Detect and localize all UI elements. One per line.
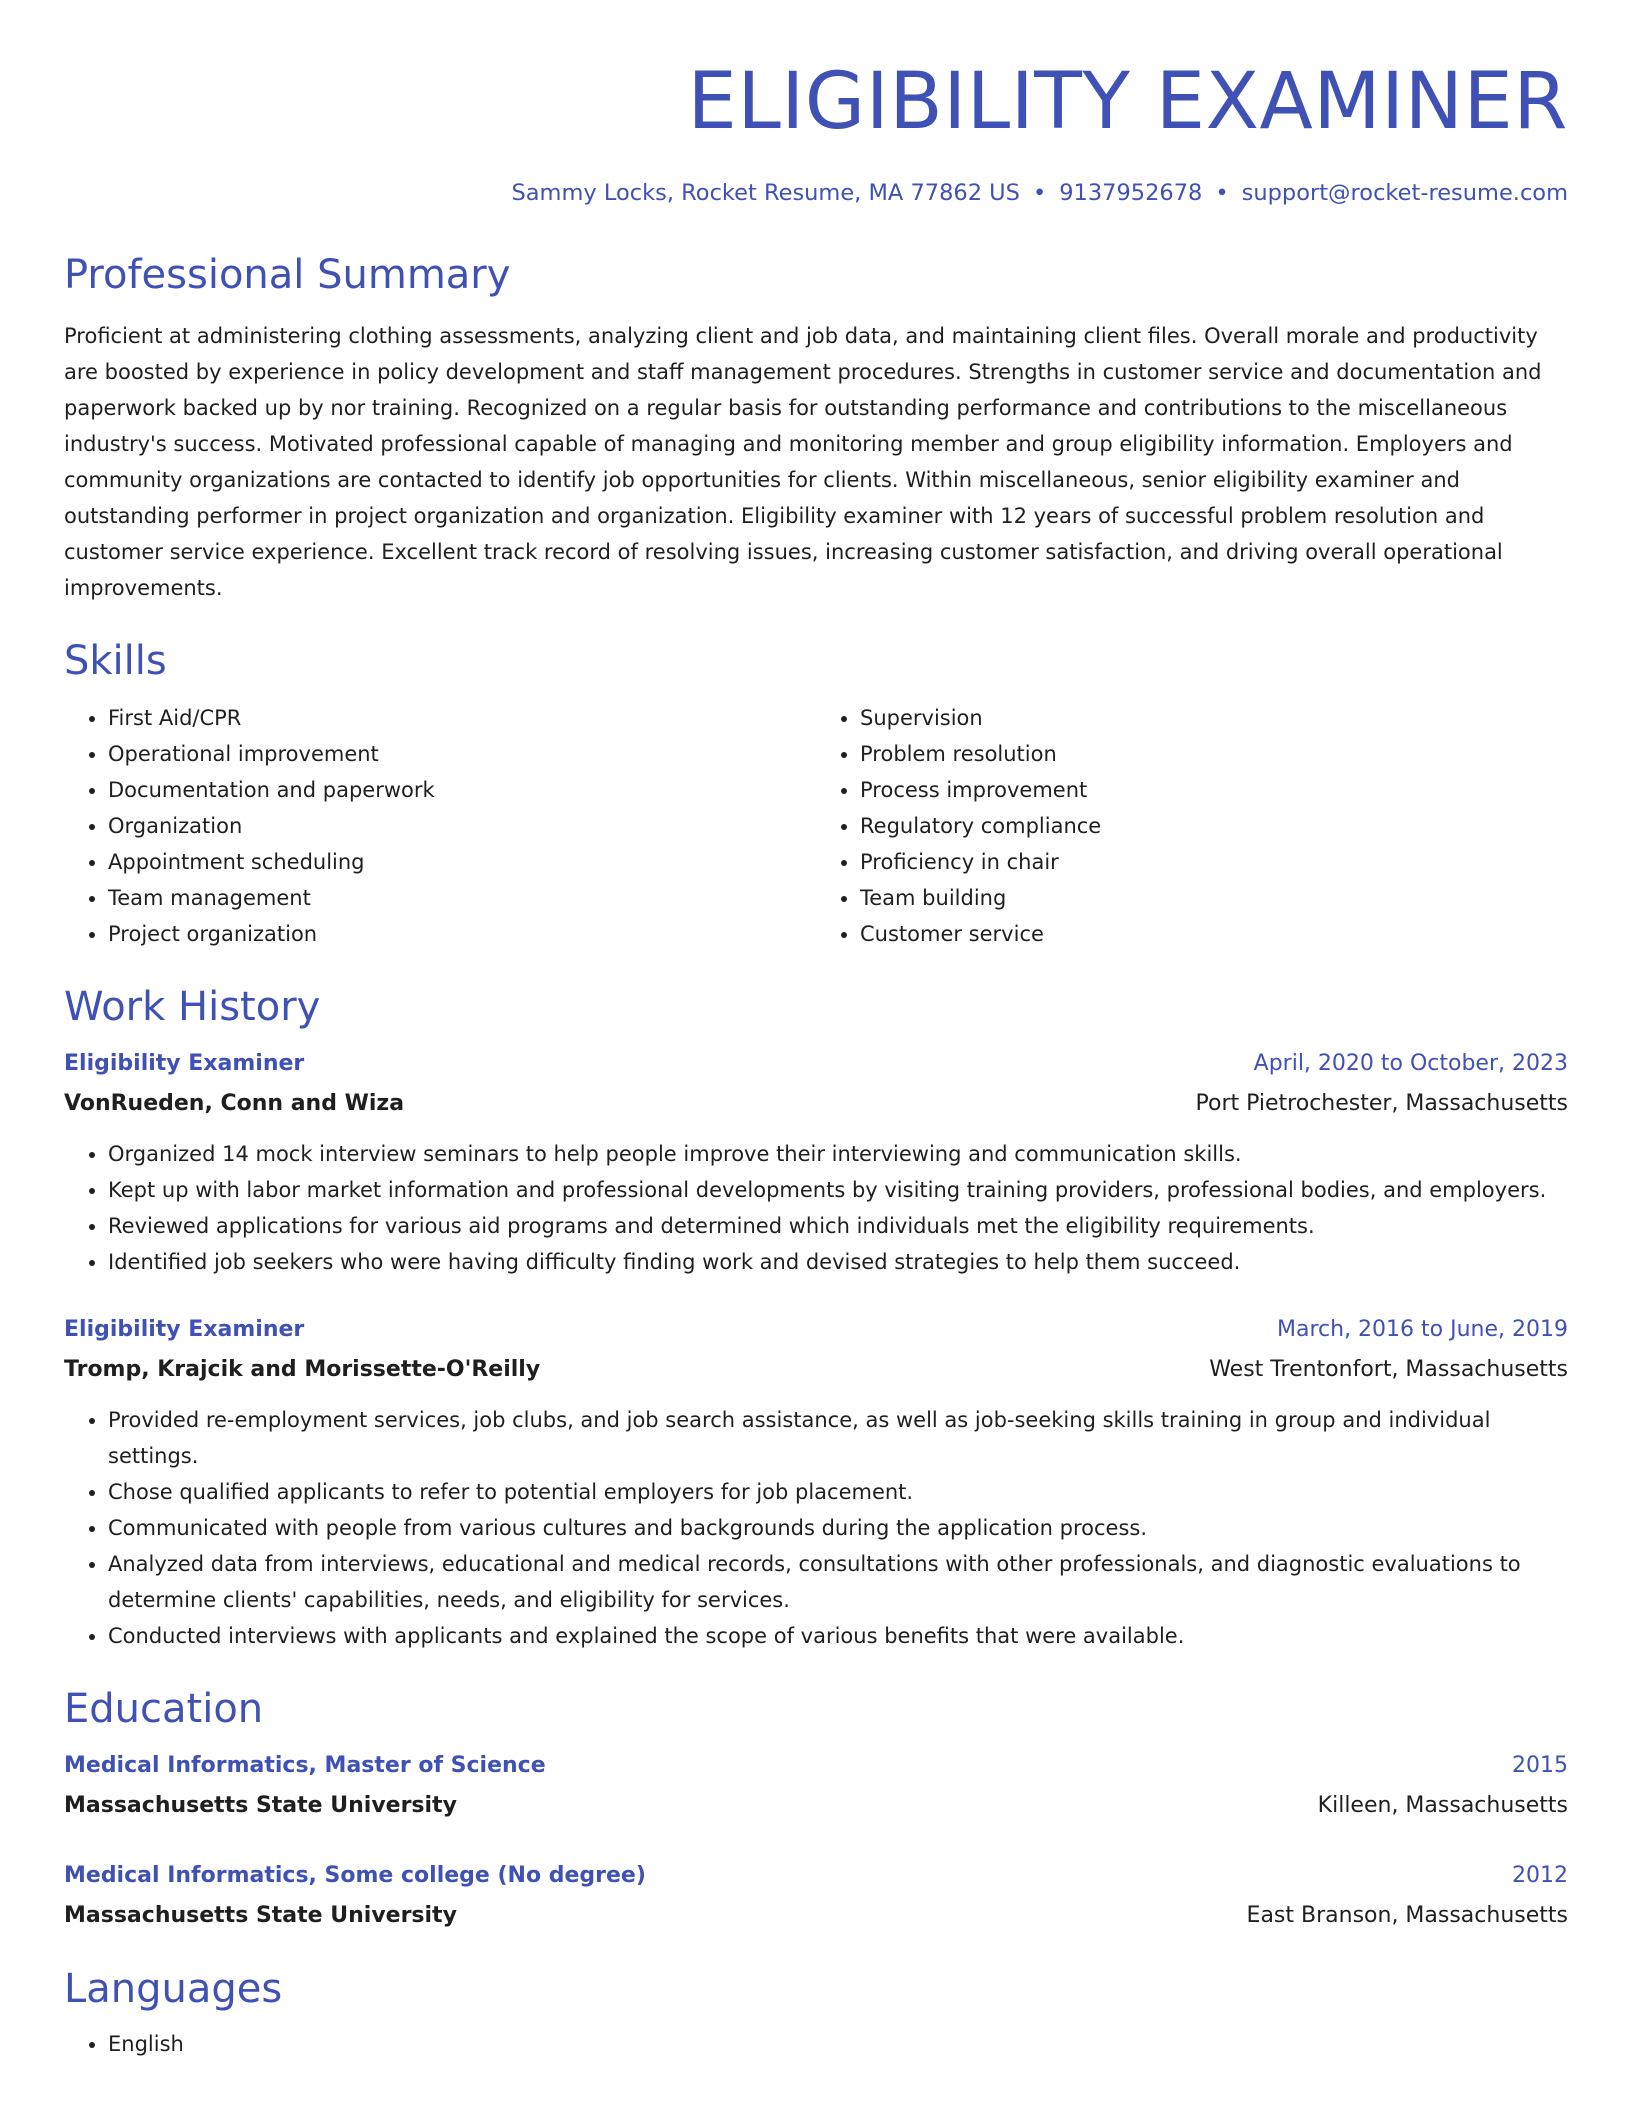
- job-duty: • Identified job seekers who were having difficulty finding work and devised strategies to help them succeed.: [108, 1244, 1568, 1280]
- skill-item: • Organization: [108, 808, 816, 844]
- education-entry: [64, 1746, 1568, 1826]
- skill-item: • Problem resolution: [860, 736, 1568, 772]
- skills-column-right: [816, 700, 1568, 952]
- skill-item: • Documentation and paperwork: [108, 772, 816, 808]
- education-degree: Medical Informatics, Some college (No degree): [64, 1863, 646, 1888]
- job-header: [64, 1044, 1568, 1084]
- skill-item: • Project organization: [108, 916, 816, 952]
- job-role: Eligibility Examiner: [64, 1317, 305, 1342]
- languages-heading: Languages: [64, 1966, 283, 2012]
- education-location: Killeen, Massachusetts: [1317, 1793, 1568, 1818]
- language-item: • English: [108, 2026, 1568, 2062]
- job-location: Port Pietrochester, Massachusetts: [1195, 1091, 1568, 1116]
- skill-item: • Proficiency in chair: [860, 844, 1568, 880]
- job-dates: April, 2020 to October, 2023: [1253, 1051, 1568, 1076]
- job-duty: • Reviewed applications for various aid programs and determined which individuals met the eligibility requirements.: [108, 1208, 1568, 1244]
- education-subheader: [64, 1786, 1568, 1826]
- summary-text: Proficient at administering clothing assessments, analyzing client and job data, and maintaining client files. Overall morale and productivity are boosted by experience in policy development and staff management procedures. Strengths in customer service and documentation and paperwork backed up by nor training. Recognized on a regular basis for outstanding performance and contributions to the miscellaneous industry's success. Motivated professional capable of managing and monitoring member and group eligibility information. Employers and community organizations are contacted to identify job opportunities for clients. Within miscellaneous, senior eligibility examiner and outstanding performer in project organization and organization. Eligibility examiner with 12 years of successful problem resolution and customer service experience. Excellent track record of resolving issues, increasing customer satisfaction, and driving overall operational improvements.: [64, 324, 1542, 600]
- job-location: West Trentonfort, Massachusetts: [1209, 1357, 1568, 1382]
- skills-heading: Skills: [64, 638, 167, 684]
- skill-item: • Appointment scheduling: [108, 844, 816, 880]
- skill-item: • Customer service: [860, 916, 1568, 952]
- education-school: Massachusetts State University: [64, 1793, 457, 1818]
- job-subheader: [64, 1084, 1568, 1124]
- job-duty: • Chose qualified applicants to refer to potential employers for job placement.: [108, 1474, 1568, 1510]
- job-duty: • Provided re-employment services, job clubs, and job search assistance, as well as job-seeking skills training in group and individual settings.: [108, 1402, 1568, 1474]
- languages-list: [64, 2026, 1568, 2062]
- skill-item: • Team management: [108, 880, 816, 916]
- job-duties: [64, 1402, 1568, 1654]
- contact-separator: •: [1215, 180, 1229, 206]
- job-dates: March, 2016 to June, 2019: [1277, 1317, 1568, 1342]
- education-location: East Branson, Massachusetts: [1246, 1903, 1568, 1928]
- job-duty: • Conducted interviews with applicants and explained the scope of various benefits that were available.: [108, 1618, 1568, 1654]
- skill-item: • Regulatory compliance: [860, 808, 1568, 844]
- skill-item: • Process improvement: [860, 772, 1568, 808]
- education-header: [64, 1856, 1568, 1896]
- education-degree: Medical Informatics, Master of Science: [64, 1753, 546, 1778]
- contact-line: [64, 178, 1568, 208]
- education-school: Massachusetts State University: [64, 1903, 457, 1928]
- job-header: [64, 1310, 1568, 1350]
- education-year: 2012: [1512, 1863, 1568, 1888]
- job-duty: • Analyzed data from interviews, educational and medical records, consultations with other professionals, and diagnostic evaluations to determine clients' capabilities, needs, and eligibility for services.: [108, 1546, 1568, 1618]
- contact-phone: 9137952678: [1059, 180, 1203, 206]
- education-entry: [64, 1856, 1568, 1936]
- skills-list: [64, 700, 1568, 952]
- job-duty: • Communicated with people from various cultures and backgrounds during the application process.: [108, 1510, 1568, 1546]
- job-subheader: [64, 1350, 1568, 1390]
- resume-title: ELIGIBILITY EXAMINER: [687, 57, 1568, 147]
- job-duties: [64, 1136, 1568, 1280]
- job-role: Eligibility Examiner: [64, 1051, 305, 1076]
- summary-heading: Professional Summary: [64, 252, 511, 298]
- education-heading: Education: [64, 1686, 264, 1732]
- work-heading: Work History: [64, 984, 321, 1030]
- contact-separator: •: [1032, 180, 1047, 206]
- skill-item: • Supervision: [860, 700, 1568, 736]
- contact-email: support@rocket-resume.com: [1241, 180, 1568, 206]
- job-employer: VonRueden, Conn and Wiza: [64, 1091, 405, 1116]
- job-employer: Tromp, Krajcik and Morissette-O'Reilly: [64, 1357, 541, 1382]
- skills-column-left: [64, 700, 816, 952]
- education-year: 2015: [1512, 1753, 1568, 1778]
- education-header: [64, 1746, 1568, 1786]
- education-subheader: [64, 1896, 1568, 1936]
- skill-item: • Team building: [860, 880, 1568, 916]
- skill-item: • Operational improvement: [108, 736, 816, 772]
- contact-address: Sammy Locks, Rocket Resume, MA 77862 US: [511, 180, 1020, 206]
- skill-item: • First Aid/CPR: [108, 700, 816, 736]
- job-entry: [64, 1044, 1568, 1280]
- job-duty: • Organized 14 mock interview seminars to help people improve their interviewing and communication skills.: [108, 1136, 1568, 1172]
- job-entry: [64, 1310, 1568, 1654]
- job-duty: • Kept up with labor market information and professional developments by visiting training providers, professional bodies, and employers.: [108, 1172, 1568, 1208]
